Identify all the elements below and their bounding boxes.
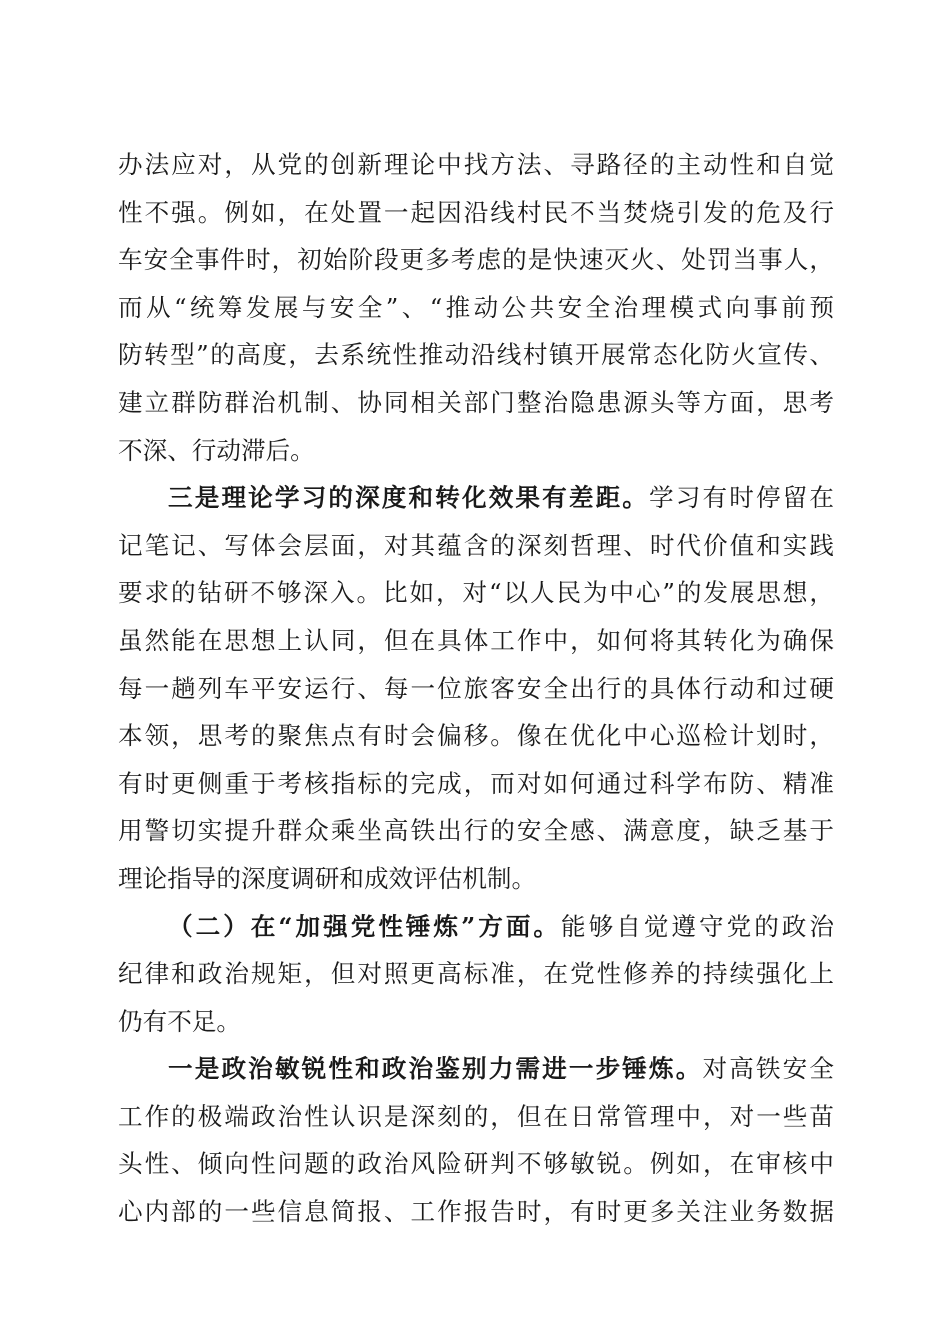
paragraph-theory-study	[118, 474, 834, 902]
text-line: 车安全事件时，初始阶段更多考虑的是快速灭火、处罚当事人，	[118, 245, 834, 275]
text-line: 每一趟列车平安运行、每一位旅客安全出行的具体行动和过硬	[118, 673, 834, 703]
text-line	[118, 1045, 834, 1093]
paragraph-party-spirit	[118, 903, 834, 1046]
text-line: 头性、倾向性问题的政治风险研判不够敏锐。例如，在审核中	[118, 1149, 834, 1179]
paragraph-continuation	[118, 141, 834, 474]
text-line: 防转型”的高度，去系统性推动沿线村镇开展常态化防火宣传、	[118, 340, 834, 370]
text-line: 仍有不足。	[118, 1006, 241, 1036]
paragraph-heading: 一是政治敏锐性和政治鉴别力需进一步锤炼。	[168, 1054, 703, 1084]
text-line: 记笔记、写体会层面，对其蕴含的深刻哲理、时代价值和实践	[118, 530, 834, 560]
text-line	[118, 474, 834, 522]
text-line: 而从“统筹发展与安全”、“推动公共安全治理模式向事前预	[118, 292, 834, 322]
paragraph-first-line-rest: 学习有时停留在	[649, 483, 834, 513]
text-line: 理论指导的深度调研和成效评估机制。	[118, 863, 537, 893]
document-body	[118, 141, 834, 1236]
text-line: 纪律和政治规矩，但对照更高标准，在党性修养的持续强化上	[118, 959, 834, 989]
text-line: 用警切实提升群众乘坐高铁出行的安全感、满意度，缺乏基于	[118, 816, 834, 846]
text-line: 工作的极端政治性认识是深刻的，但在日常管理中，对一些苗	[118, 1101, 834, 1131]
text-line: 办法应对，从党的创新理论中找方法、寻路径的主动性和自觉	[118, 150, 834, 179]
text-line: 性不强。例如，在处置一起因沿线村民不当焚烧引发的危及行	[118, 197, 834, 227]
paragraph-heading: 三是理论学习的深度和转化效果有差距。	[168, 483, 650, 513]
text-line: 建立群防群治机制、协同相关部门整治隐患源头等方面，思考	[118, 387, 834, 417]
paragraph-first-line-rest: 对高铁安全	[702, 1054, 834, 1084]
text-line: 有时更侧重于考核指标的完成，而对如何通过科学布防、精准	[118, 768, 834, 798]
text-line: 要求的钻研不够深入。比如，对“以人民为中心”的发展思想，	[118, 578, 834, 608]
text-line	[118, 903, 834, 951]
text-line: 本领，思考的聚焦点有时会偏移。像在优化中心巡检计划时，	[118, 721, 834, 751]
paragraph-political-sensitivity	[118, 1045, 834, 1235]
text-line: 不深、行动滞后。	[118, 435, 315, 465]
text-line: 虽然能在思想上认同，但在具体工作中，如何将其转化为确保	[118, 625, 834, 655]
section-heading: （二）在“加强党性锤炼”方面。	[168, 911, 562, 941]
text-line: 心内部的一些信息简报、工作报告时，有时更多关注业务数据	[118, 1197, 834, 1227]
paragraph-first-line-rest: 能够自觉遵守党的政治	[561, 911, 834, 941]
